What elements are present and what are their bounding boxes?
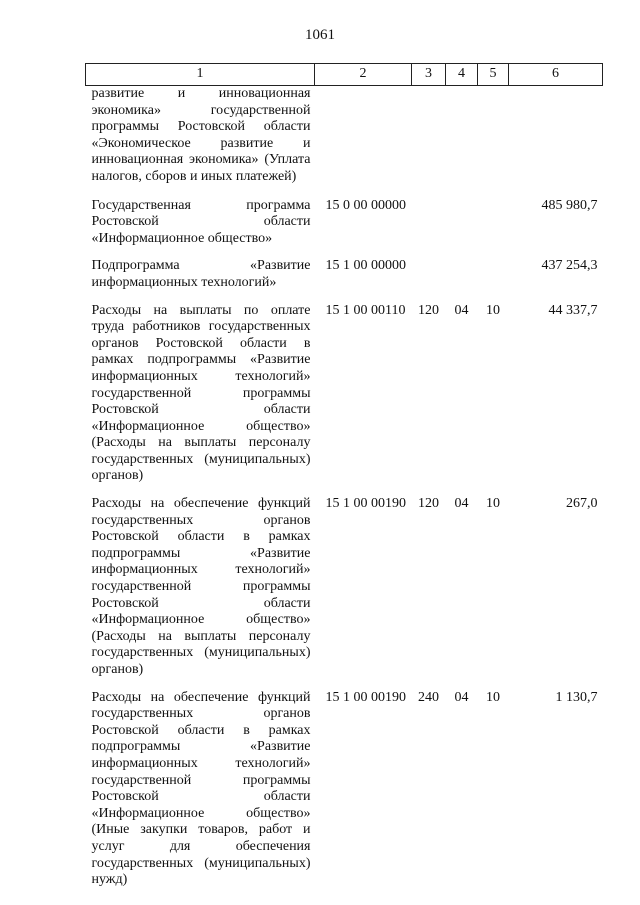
row-description: Расходы на выплаты по оплате труда работников государственных органов Ростовской области в рамках подпрограммы «Развитие информационных технологий» государственной программы Ростовской области «Информационное общество» (Расходы на выплаты персоналу государственных (муниципальных) органов) [91, 302, 311, 484]
row-col5 [478, 86, 509, 198]
row-col3 [412, 86, 446, 198]
row-col5 [478, 258, 509, 302]
column-header-2: 2 [315, 64, 412, 86]
column-header-5: 5 [478, 64, 509, 86]
row-col3: 120 [418, 496, 439, 512]
row-description: Расходы на обеспечение функций государственных органов Ростовской области в рамках подпрограммы «Развитие информационных технологий» государственной программы Ростовской области «Информационное общество» (Расходы на выплаты персоналу государственных (муниципальных) органов) [91, 496, 311, 677]
table-row [86, 198, 603, 259]
row-col4 [446, 86, 478, 198]
row-amount: 267,0 [566, 496, 598, 512]
row-description: развитие и инновационная экономика» государственной программы Ростовской области «Экономическое развитие и инновационная экономика» (Уплата налогов, сборов и иных платежей) [91, 86, 311, 184]
column-header-4: 4 [446, 64, 478, 86]
column-header-1: 1 [86, 64, 315, 86]
table-row [86, 690, 603, 900]
column-header-3: 3 [412, 64, 446, 86]
row-description: Расходы на обеспечение функций государственных органов Ростовской области в рамках подпрограммы «Развитие информационных технологий» государственной программы Ростовской области «Информационное общество» (Иные закупки товаров, работ и услуг для обеспечения государственных (муниципальных) нужд) [91, 689, 311, 888]
row-amount: 44 337,7 [548, 302, 598, 318]
table-header-row [86, 64, 603, 86]
row-col3: 240 [418, 689, 439, 705]
row-amount: 1 130,7 [555, 689, 598, 705]
row-code [315, 86, 412, 198]
budget-table [85, 63, 603, 900]
table-row [86, 86, 603, 198]
row-code: 15 1 00 00000 [325, 258, 406, 274]
row-col4: 04 [454, 689, 469, 705]
table-row [86, 303, 603, 497]
row-col4: 04 [454, 302, 469, 318]
row-col5: 10 [486, 496, 500, 512]
row-col3 [412, 198, 446, 259]
row-col3 [412, 258, 446, 302]
row-code: 15 1 00 00190 [325, 689, 406, 705]
table-row [86, 258, 603, 302]
page-number: 1061 [305, 27, 335, 43]
row-amount [509, 86, 603, 198]
row-description: Подпрограмма «Развитие информационных технологий» [91, 258, 311, 290]
row-amount: 485 980,7 [541, 197, 598, 213]
row-col5 [478, 198, 509, 259]
row-code: 15 1 00 00190 [325, 496, 406, 512]
row-code: 15 0 00 00000 [325, 197, 406, 213]
row-code: 15 1 00 00110 [325, 302, 406, 318]
row-col5: 10 [486, 689, 500, 705]
row-col5: 10 [486, 302, 500, 318]
column-header-6: 6 [509, 64, 603, 86]
table-row [86, 496, 603, 690]
row-col3: 120 [418, 302, 439, 318]
row-col4: 04 [454, 496, 469, 512]
row-amount: 437 254,3 [541, 258, 598, 274]
row-col4 [446, 198, 478, 259]
row-description: Государственная программа Ростовской области «Информационное общество» [91, 197, 311, 246]
row-col4 [446, 258, 478, 302]
